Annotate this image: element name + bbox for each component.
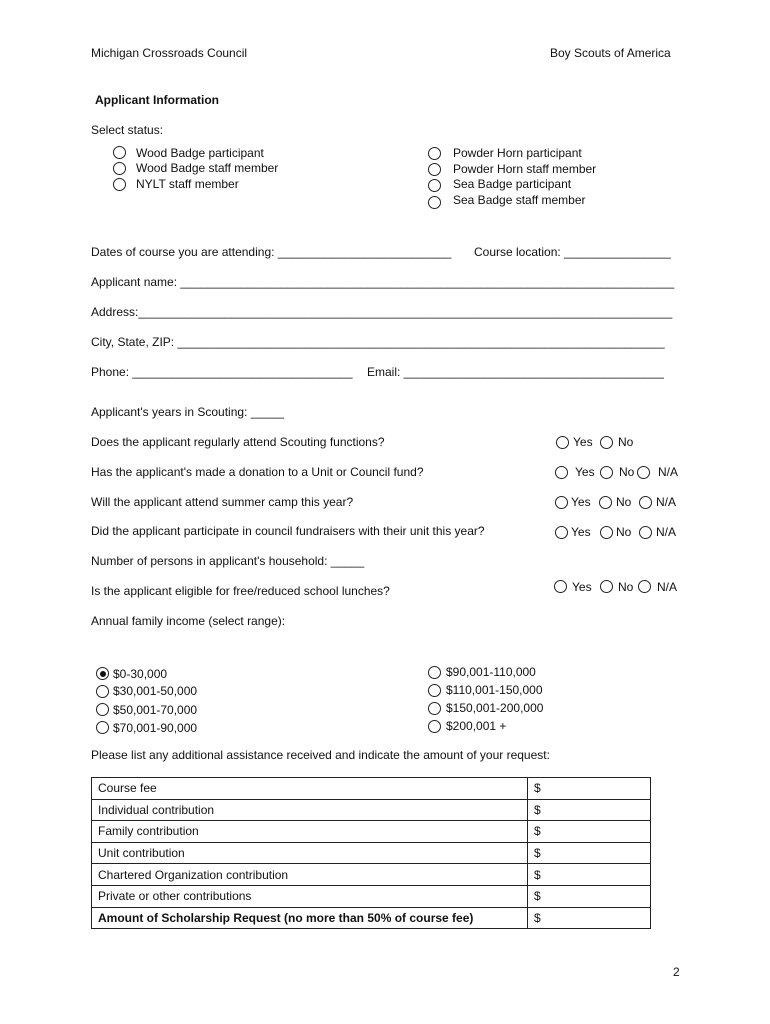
q1-yes-label: Yes: [573, 435, 593, 449]
q1-no-label: No: [618, 435, 634, 449]
income-option: $150,001-200,000: [446, 701, 544, 715]
q4-na-label: N/A: [656, 525, 677, 539]
income-radio-150001-200000[interactable]: [428, 702, 441, 715]
assistance-label: Please list any additional assistance received and indicate the amount of your request:: [91, 748, 550, 762]
assistance-amount-cell[interactable]: $: [528, 821, 651, 843]
status-radio-wood-badge-staff[interactable]: [113, 162, 126, 175]
q3-na-radio[interactable]: [639, 496, 652, 509]
income-radio-50001-70000[interactable]: [96, 703, 109, 716]
page-number: 2: [673, 965, 680, 979]
header-organization: Boy Scouts of America: [550, 46, 671, 60]
q1-yes-radio[interactable]: [556, 436, 569, 449]
q4-no-label: No: [616, 525, 632, 539]
q4-yes-radio[interactable]: [555, 526, 568, 539]
question-fundraisers: Did the applicant participate in council fundraisers with their unit this year?: [91, 524, 485, 538]
status-option: Sea Badge staff member: [453, 193, 586, 207]
assistance-row-label: Unit contribution: [92, 842, 528, 864]
household-size-field[interactable]: Number of persons in applicant's household: _____: [91, 554, 365, 568]
status-radio-powder-horn-staff[interactable]: [428, 163, 441, 176]
table-row: [92, 842, 651, 864]
assistance-amount-cell[interactable]: $: [528, 864, 651, 886]
q3-no-radio[interactable]: [599, 496, 612, 509]
status-radio-sea-badge-participant[interactable]: [428, 179, 441, 192]
years-in-scouting-field[interactable]: Applicant's years in Scouting: _____: [91, 405, 285, 419]
income-option: $90,001-110,000: [446, 665, 536, 679]
status-radio-nylt-staff[interactable]: [113, 178, 126, 191]
section-title: Applicant Information: [95, 93, 219, 107]
assistance-amount-cell[interactable]: $: [528, 885, 651, 907]
income-radio-30001-50000[interactable]: [96, 685, 109, 698]
income-radio-0-30000[interactable]: [96, 667, 109, 680]
status-option: Powder Horn staff member: [453, 162, 597, 176]
income-radio-200001-plus[interactable]: [428, 720, 441, 733]
q3-yes-label: Yes: [571, 495, 591, 509]
status-label: Select status:: [91, 123, 164, 137]
q3-no-label: No: [616, 495, 632, 509]
status-option: Sea Badge participant: [453, 177, 572, 191]
q1-no-radio[interactable]: [600, 436, 613, 449]
scholarship-request-label: Amount of Scholarship Request (no more than 50% of course fee): [92, 907, 528, 929]
q2-no-label: No: [619, 465, 635, 479]
income-radio-90001-110000[interactable]: [428, 666, 441, 679]
table-row: [92, 799, 651, 821]
assistance-row-label: Course fee: [92, 778, 528, 800]
q5-no-label: No: [618, 580, 634, 594]
q2-no-radio[interactable]: [600, 466, 613, 479]
assistance-row-label: Private or other contributions: [92, 885, 528, 907]
income-option: $0-30,000: [113, 667, 168, 681]
question-summer-camp: Will the applicant attend summer camp this year?: [91, 495, 354, 509]
status-option: NYLT staff member: [136, 177, 239, 191]
q3-yes-radio[interactable]: [555, 496, 568, 509]
phone-field[interactable]: Phone: _________________________________: [91, 365, 353, 379]
applicant-name-field[interactable]: Applicant name: __________________________________________________________________________: [91, 275, 675, 289]
q3-na-label: N/A: [656, 495, 677, 509]
q5-yes-radio[interactable]: [554, 580, 567, 593]
assistance-amount-cell[interactable]: $: [528, 778, 651, 800]
q5-na-radio[interactable]: [638, 580, 651, 593]
course-location-field[interactable]: Course location: ________________: [474, 245, 671, 259]
status-radio-sea-badge-staff[interactable]: [428, 196, 441, 209]
question-donation: Has the applicant's made a donation to a Unit or Council fund?: [91, 465, 424, 479]
income-radio-110001-150000[interactable]: [428, 684, 441, 697]
assistance-amount-cell[interactable]: $: [528, 842, 651, 864]
assistance-table: [91, 777, 651, 929]
status-option: Wood Badge participant: [136, 146, 264, 160]
q2-yes-label: Yes: [575, 465, 595, 479]
assistance-row-label: Individual contribution: [92, 799, 528, 821]
question-school-lunches: Is the applicant eligible for free/reduced school lunches?: [91, 584, 390, 598]
q4-no-radio[interactable]: [600, 526, 613, 539]
income-label: Annual family income (select range):: [91, 614, 286, 628]
scholarship-request-amount[interactable]: $: [528, 907, 651, 929]
assistance-row-label: Chartered Organization contribution: [92, 864, 528, 886]
q4-yes-label: Yes: [571, 525, 591, 539]
table-row: [92, 821, 651, 843]
q2-yes-radio[interactable]: [555, 466, 568, 479]
status-radio-powder-horn-participant[interactable]: [428, 147, 441, 160]
income-option: $200,001 +: [446, 719, 507, 733]
email-field[interactable]: Email: _______________________________________: [367, 365, 664, 379]
question-attend-functions: Does the applicant regularly attend Scouting functions?: [91, 435, 385, 449]
assistance-amount-cell[interactable]: $: [528, 799, 651, 821]
status-option: Wood Badge staff member: [136, 161, 279, 175]
income-radio-70001-90000[interactable]: [96, 721, 109, 734]
table-row-total: [92, 907, 651, 929]
city-state-zip-field[interactable]: City, State, ZIP: _________________________________________________________________________: [91, 335, 665, 349]
table-row: [92, 885, 651, 907]
income-option: $70,001-90,000: [113, 721, 198, 735]
assistance-row-label: Family contribution: [92, 821, 528, 843]
q5-yes-label: Yes: [572, 580, 592, 594]
table-row: [92, 778, 651, 800]
q5-na-label: N/A: [657, 580, 678, 594]
income-option: $50,001-70,000: [113, 703, 198, 717]
status-option: Powder Horn participant: [453, 146, 582, 160]
address-field[interactable]: Address:________________________________________________________________________________: [91, 305, 673, 319]
q5-no-radio[interactable]: [600, 580, 613, 593]
status-radio-wood-badge-participant[interactable]: [113, 146, 126, 159]
income-option: $30,001-50,000: [113, 684, 198, 698]
header-council: Michigan Crossroads Council: [91, 46, 248, 60]
q2-na-radio[interactable]: [637, 466, 650, 479]
dates-field[interactable]: Dates of course you are attending: __________________________: [91, 245, 452, 259]
q2-na-label: N/A: [658, 465, 679, 479]
table-row: [92, 864, 651, 886]
q4-na-radio[interactable]: [639, 526, 652, 539]
income-option: $110,001-150,000: [446, 683, 543, 697]
